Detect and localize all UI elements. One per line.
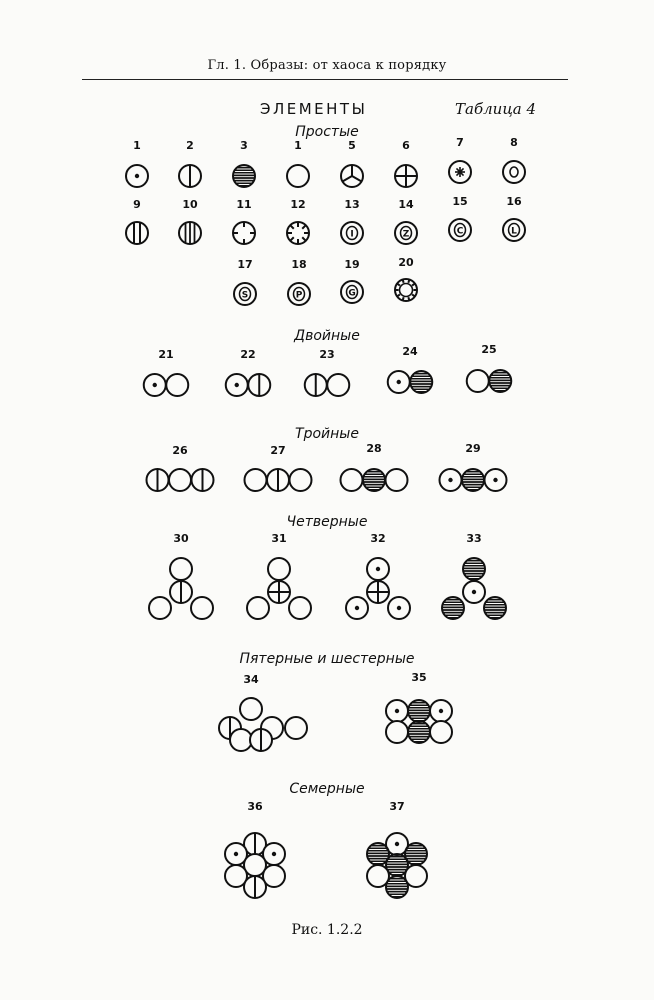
element-24-symbol: [388, 371, 433, 393]
hatch-fill: [408, 721, 430, 742]
circle-bar: [192, 469, 214, 491]
hatch-fill: [233, 165, 255, 186]
element-17-symbol: [234, 283, 256, 305]
circle-empty: [169, 469, 191, 491]
element-number: 16: [506, 195, 522, 208]
glyph-letter: S: [241, 290, 249, 301]
circle-dot: [388, 371, 410, 393]
element-27-symbol: [245, 469, 312, 491]
hatch-fill: [363, 469, 385, 490]
glyph-letter: G: [348, 288, 356, 299]
circle-bar: [267, 469, 289, 491]
element-29-symbol: [440, 469, 507, 491]
element-16-symbol: [503, 219, 525, 241]
circle-bar: [248, 374, 270, 396]
circle-dot: [367, 558, 389, 580]
figure-caption: Рис. 1.2.2: [291, 922, 363, 938]
circle-S: [234, 283, 256, 305]
element-number: 3: [240, 139, 248, 152]
circle-empty: [327, 374, 349, 396]
element-number: 5: [348, 139, 356, 152]
circle-star: [449, 161, 471, 183]
element-number: 32: [370, 532, 386, 545]
element-12-symbol: [287, 222, 309, 244]
element-number: 33: [466, 532, 482, 545]
element-number: 7: [456, 136, 464, 149]
circle-notch4: [233, 222, 255, 244]
glyph-letter: L: [511, 226, 517, 237]
element-20-symbol: [395, 279, 417, 301]
hatch-fill: [442, 597, 464, 618]
element-number: 17: [237, 258, 253, 271]
element-number: 29: [465, 442, 481, 455]
circle-dot: [463, 581, 485, 603]
table-title: ЭЛЕМЕНТЫ: [260, 100, 368, 118]
circle-dot: [126, 165, 148, 187]
circle-notch8: [287, 222, 309, 244]
circle-empty: [467, 370, 489, 392]
circle-dot: [144, 374, 166, 396]
element-28-symbol: [341, 469, 408, 491]
hatch-fill: [410, 371, 432, 392]
circle-hatch: [489, 370, 511, 392]
circle-hatch: [463, 558, 485, 580]
circle-bars2: [126, 222, 148, 244]
element-number: 11: [236, 198, 252, 211]
element-33-symbol: [442, 558, 506, 619]
hatch-fill: [386, 876, 408, 897]
circle-empty: [240, 698, 262, 720]
element-34-symbol: [219, 698, 307, 751]
element-number: 25: [481, 343, 497, 356]
circle-hatch: [410, 371, 432, 393]
element-number: 26: [172, 444, 188, 457]
circle-dot: [430, 700, 452, 722]
circle-dot: [226, 374, 248, 396]
element-number: 23: [319, 348, 335, 361]
element-number: 10: [182, 198, 198, 211]
circle-bars3: [179, 222, 201, 244]
section-label-five-six: Пятерные и шестерные: [239, 651, 415, 667]
element-number: 1: [294, 139, 302, 152]
element-22-symbol: [226, 374, 271, 396]
element-5-symbol: [341, 165, 363, 187]
circle-L: [503, 219, 525, 241]
circle-bar: [170, 581, 192, 603]
element-3-symbol: [233, 165, 255, 187]
circle-Z: [395, 222, 417, 244]
circle-dot: [440, 469, 462, 491]
circle-hatch: [442, 597, 464, 619]
circle-empty: [287, 165, 309, 187]
hatch-fill: [462, 469, 484, 490]
glyph-letter: C: [456, 226, 464, 237]
circle-bar: [244, 876, 266, 898]
element-number: 36: [247, 800, 263, 813]
section-label-double: Двойные: [294, 328, 360, 344]
element-number: 14: [398, 198, 414, 211]
circle-dot: [388, 597, 410, 619]
circle-hatch: [484, 597, 506, 619]
element-number: 21: [158, 348, 174, 361]
hatch-fill: [463, 558, 485, 579]
element-number: 30: [173, 532, 189, 545]
circle-bar: [147, 469, 169, 491]
section-label-simple: Простые: [295, 124, 359, 140]
element-number: 12: [290, 198, 306, 211]
element-7-symbol: [449, 161, 471, 183]
glyph-letter: I: [350, 229, 354, 240]
element-number: 8: [510, 136, 518, 149]
table-label: Таблица 4: [455, 100, 537, 118]
circle-empty: [166, 374, 188, 396]
circle-bar: [250, 729, 272, 751]
circle-empty: [285, 717, 307, 739]
element-number: 15: [452, 195, 468, 208]
element-number: 22: [240, 348, 256, 361]
element-number: 31: [271, 532, 287, 545]
circle-empty: [430, 721, 452, 743]
section-label-seven: Семерные: [289, 781, 365, 797]
circle-tri: [341, 165, 363, 187]
element-number: 6: [402, 139, 410, 152]
circle-empty: [170, 558, 192, 580]
circle-P: [288, 283, 310, 305]
element-9-symbol: [126, 222, 148, 244]
circle-bar: [305, 374, 327, 396]
glyph-letter: P: [295, 290, 303, 301]
circle-hatch: [233, 165, 255, 187]
element-number: 35: [411, 671, 427, 684]
element-25-symbol: [467, 370, 512, 392]
circle-empty: [386, 469, 408, 491]
circle-empty: [289, 597, 311, 619]
circle-hatch: [462, 469, 484, 491]
element-14-symbol: [395, 222, 417, 244]
circle-hatch: [363, 469, 385, 491]
circle-empty: [386, 721, 408, 743]
running-head: Гл. 1. Образы: от хаоса к порядку: [207, 58, 447, 73]
circle-empty: [268, 558, 290, 580]
element-number: 27: [270, 444, 286, 457]
hatch-fill: [408, 700, 430, 721]
element-23-symbol: [305, 374, 350, 396]
circle-bar: [179, 165, 201, 187]
circle-I: [341, 222, 363, 244]
circle-empty: [290, 469, 312, 491]
circle-empty: [341, 469, 363, 491]
circle-gear: [395, 279, 417, 301]
element-19-symbol: [341, 281, 363, 303]
glyph-letter: Z: [402, 229, 410, 240]
element-21-symbol: [144, 374, 189, 396]
element-1-symbol: [126, 165, 148, 187]
element-number: 34: [243, 673, 259, 686]
element-number: 37: [389, 800, 405, 813]
element-6-symbol: [395, 165, 417, 187]
element-13-symbol: [341, 222, 363, 244]
circle-hatch: [386, 876, 408, 898]
element-37-symbol: [367, 833, 427, 898]
circle-dot: [386, 700, 408, 722]
circle-empty: [230, 729, 252, 751]
section-label-quadruple: Четверные: [286, 514, 368, 530]
hatch-fill: [489, 370, 511, 391]
section-label-triple: Тройные: [295, 426, 359, 442]
circle-cross: [367, 581, 389, 603]
element-18-symbol: [288, 283, 310, 305]
element-26-symbol: [147, 469, 214, 491]
circle-empty: [245, 469, 267, 491]
element-number: 20: [398, 256, 414, 269]
circle-G: [341, 281, 363, 303]
element-8-symbol: [503, 161, 525, 183]
circle-cross: [395, 165, 417, 187]
hatch-fill: [386, 854, 408, 875]
hatch-fill: [484, 597, 506, 618]
element-number: 9: [133, 198, 141, 211]
element-number: 19: [344, 258, 360, 271]
element-4-symbol: [287, 165, 309, 187]
circle-empty: [191, 597, 213, 619]
element-11-symbol: [233, 222, 255, 244]
element-number: 28: [366, 442, 382, 455]
element-32-symbol: [346, 558, 410, 619]
circle-empty: [247, 597, 269, 619]
element-31-symbol: [247, 558, 311, 619]
circle-dot: [485, 469, 507, 491]
element-30-symbol: [149, 558, 213, 619]
circle-hatch: [408, 721, 430, 743]
hatch-fill: [405, 843, 427, 864]
element-number: 13: [344, 198, 360, 211]
element-36-symbol: [225, 833, 285, 898]
circle-cross: [268, 581, 290, 603]
circle-ring: [503, 161, 525, 183]
circle-empty: [149, 597, 171, 619]
circle-dot: [346, 597, 368, 619]
element-number: 1: [133, 139, 141, 152]
circle-C: [449, 219, 471, 241]
element-15-symbol: [449, 219, 471, 241]
element-number: 2: [186, 139, 194, 152]
element-10-symbol: [179, 222, 201, 244]
circle-hatch: [408, 700, 430, 722]
element-35-symbol: [386, 700, 452, 743]
element-number: 18: [291, 258, 307, 271]
element-2-symbol: [179, 165, 201, 187]
element-number: 24: [402, 345, 418, 358]
hatch-fill: [367, 843, 389, 864]
